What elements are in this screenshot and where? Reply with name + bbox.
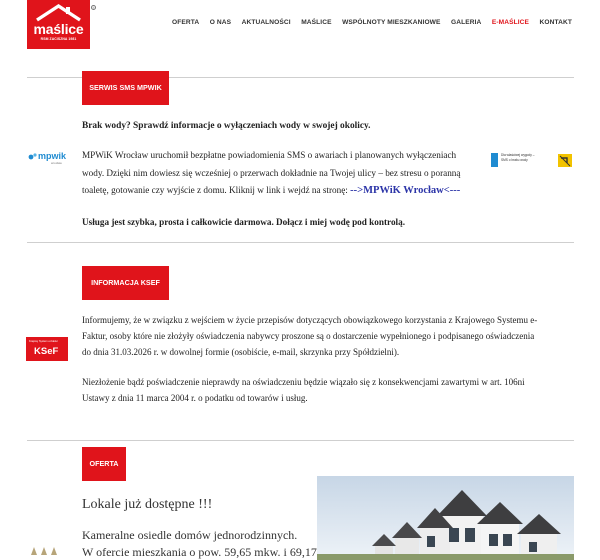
oferta-headline: Lokale już dostępne !!!	[82, 497, 213, 512]
sms-side-caption-2: SMS o braku wody	[501, 158, 528, 162]
sms-paragraph	[82, 148, 482, 199]
oferta-line-1: Kameralne osiedle domów jednorodzinnych.	[82, 528, 298, 542]
houses-illustration	[317, 476, 574, 560]
mpwik-logo-sub: wrocław	[51, 161, 62, 165]
phone-icon	[491, 153, 498, 167]
section-label-sms: SERWIS SMS MPWIK	[82, 71, 169, 105]
sms-line-3	[82, 183, 482, 199]
oferta-line-2: W ofercie mieszkania o pow. 59,65 mkw. i 69,17	[82, 545, 317, 559]
houses-render-image	[317, 476, 574, 560]
ksef-p1-line-1: Informujemy, że w związku z wejściem w życie przepisów dotyczących obowiązkowego korzystania z Krajowego Systemu e-	[82, 315, 538, 325]
brand-sub: RSM ZACISZNA 1981	[40, 37, 77, 41]
oferta-side-logo	[30, 545, 70, 560]
nav-aktualnosci[interactable]: AKTUALNOŚCI	[241, 19, 291, 26]
mpwik-logo-text: mpwik	[38, 151, 67, 161]
ksef-logo-text: KSeF	[34, 346, 59, 357]
faucet-icon	[557, 153, 573, 168]
sms-side-caption	[501, 153, 534, 163]
nav-oferta[interactable]: OFERTA	[172, 19, 200, 26]
registered-mark: ®	[92, 6, 95, 10]
site-header	[0, 0, 600, 50]
ksef-p2-line-1: Niezłożenie bądź poświadczenie nieprawdy na oświadczeniu będzie wiązało się z konsekwencjami zawartymi w art. 106ni	[82, 377, 525, 387]
mpwik-link[interactable]: -->MPWiK Wrocław<---	[350, 185, 461, 196]
sms-line-2: wody. Dzięki nim dowiesz się wcześniej o przerwach dokładnie na Twojej ulicy – bez stresu o poranną	[82, 167, 461, 178]
nav-wspolnoty[interactable]: WSPÓLNOTY MIESZKANIOWE	[342, 19, 441, 26]
ksef-logo	[26, 337, 68, 361]
main-nav	[162, 19, 573, 26]
section-label-ksef: INFORMACJA KSEF	[82, 266, 169, 300]
trees-icon	[30, 545, 70, 560]
brand-logo[interactable]	[27, 0, 95, 49]
ksef-logo-top: Krajowy System e-Faktur	[29, 340, 58, 343]
nav-galeria[interactable]: GALERIA	[451, 19, 482, 26]
nav-o-nas[interactable]: O NAS	[209, 19, 232, 26]
nav-e-maslice[interactable]: E-MAŚLICE	[491, 19, 530, 26]
sms-side-caption-1: Dla właściwej wygody –	[501, 153, 535, 157]
ksef-paragraph-1	[82, 312, 562, 360]
sms-line-3-text: toaletę, gotowanie czy wyjście z domu. Kliknij w link i wejdź na stronę:	[82, 185, 351, 195]
section-divider	[27, 242, 574, 243]
ksef-p1-line-2: Faktur, osoby które nie złożyły oświadczenia nabywcy proszone są o dostarczenie wypełnionego i podpisanego oświadczenia	[82, 331, 535, 341]
section-divider	[27, 440, 574, 441]
mpwik-logo	[27, 150, 69, 166]
ksef-paragraph-2	[82, 374, 562, 406]
nav-maslice[interactable]: MAŚLICE	[301, 19, 332, 26]
sms-headline: Brak wody? Sprawdź informacje o wyłączeniach wody w swojej okolicy.	[82, 121, 371, 131]
sms-footer: Usługa jest szybka, prosta i całkowicie darmowa. Dołącz i miej wodę pod kontrolą.	[82, 217, 406, 227]
ksef-p1-line-3: do dnia 31.03.2026 r. w dowolnej formie (osobiście, e-mail, skrzynka przy Spółdzielni).	[82, 347, 400, 357]
sms-line-1: MPWiK Wrocław uruchomił bezpłatne powiadomienia SMS o awariach i planowanych wyłączeniach	[82, 150, 457, 160]
oferta-description	[82, 527, 317, 560]
section-label-oferta: OFERTA	[82, 447, 126, 481]
nav-kontakt[interactable]: KONTAKT	[539, 19, 572, 26]
ksef-p2-line-2: Ustawy z dnia 11 marca 2004 r. o podatku od towarów i usług.	[82, 393, 308, 403]
sms-side-graphic	[491, 153, 575, 168]
brand-name: maślice	[33, 21, 84, 37]
